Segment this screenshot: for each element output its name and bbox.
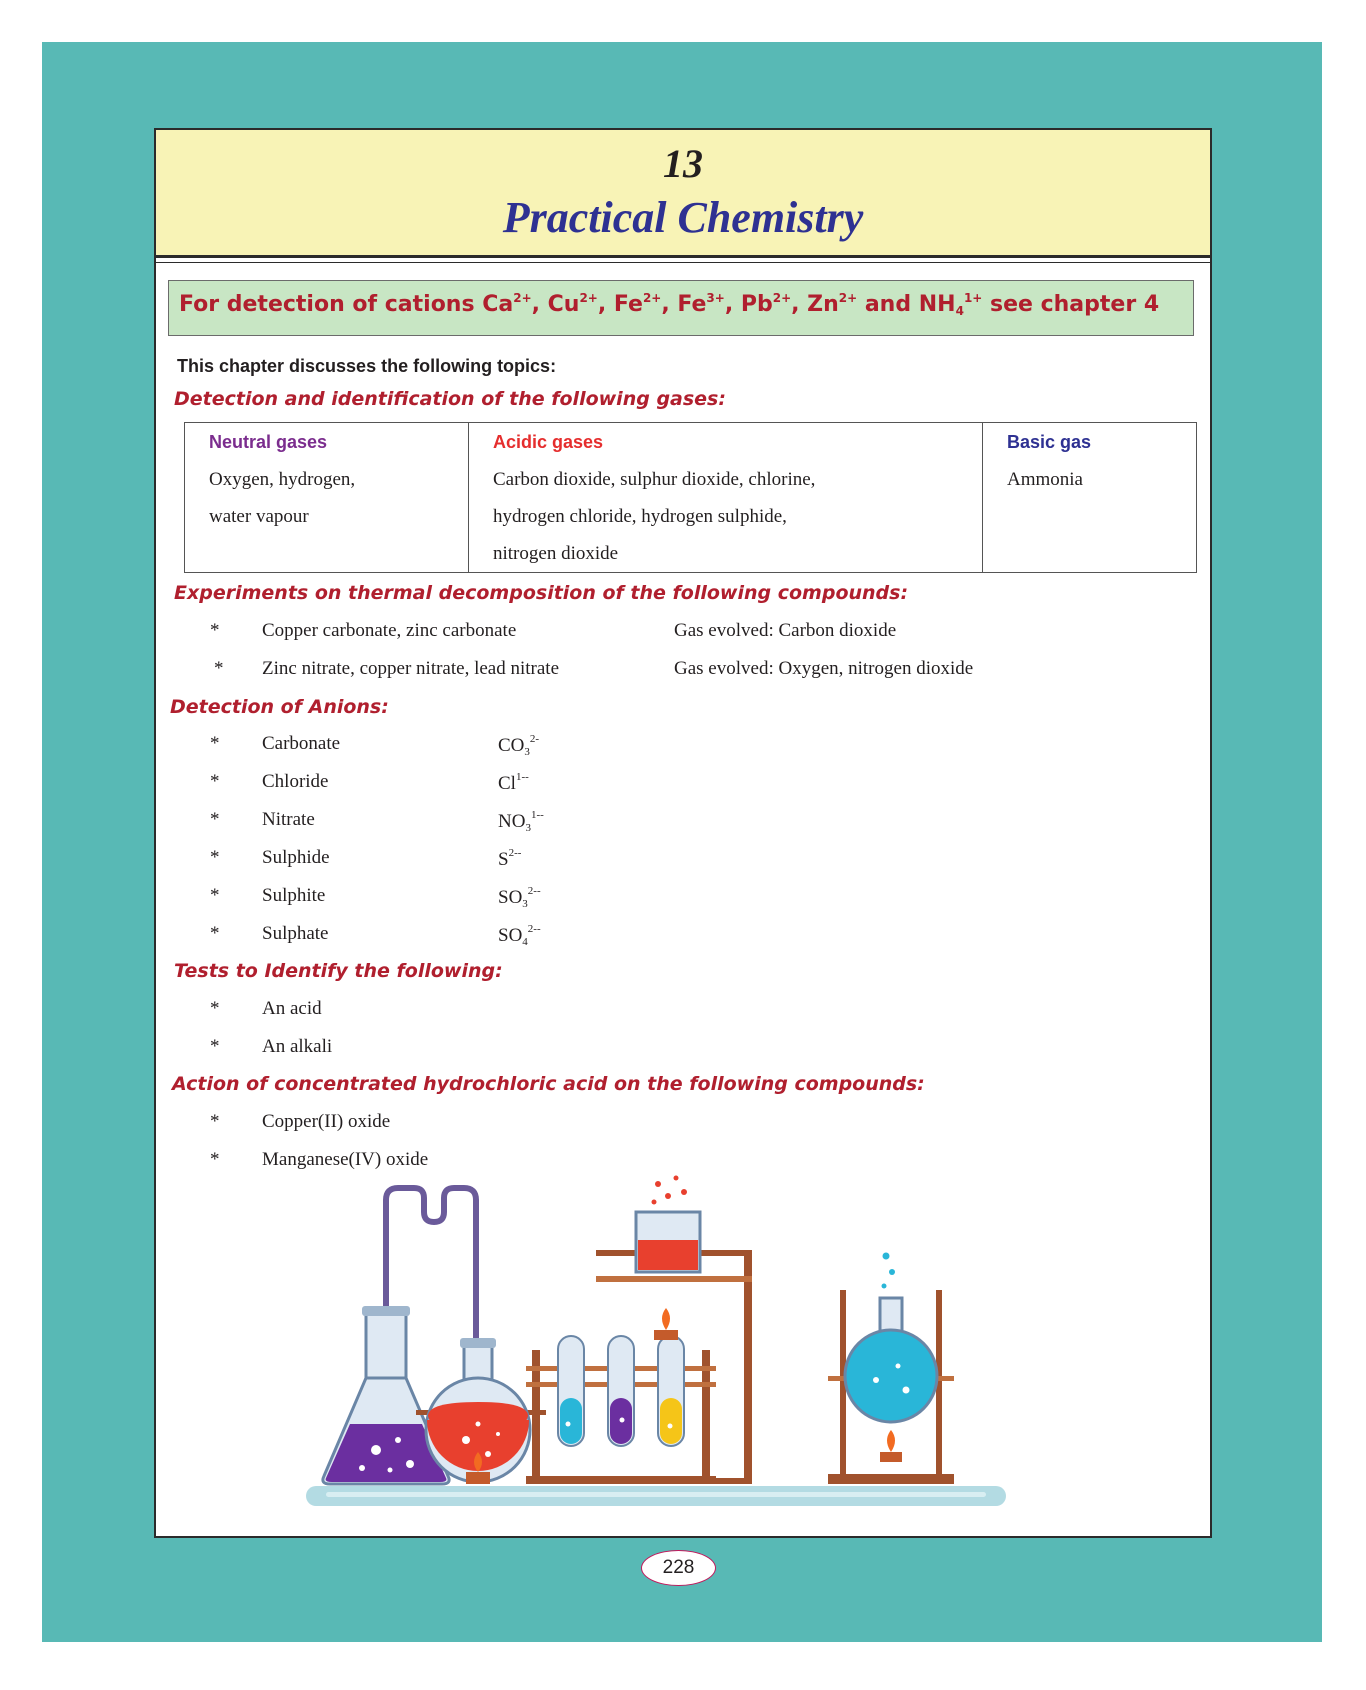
hcl-item: Manganese(IV) oxide — [262, 1149, 429, 1170]
thermal-compounds: Copper carbonate, zinc carbonate — [262, 620, 517, 641]
chapter-page — [154, 128, 1212, 1538]
anion-name: Sulphide — [262, 847, 330, 868]
blue-flask-icon — [828, 1253, 954, 1485]
formula-base: Cl — [498, 773, 516, 794]
formula-subscript: 4 — [522, 936, 528, 948]
formula-subscript: 3 — [522, 898, 528, 910]
note-text: see chapter 4 — [982, 292, 1160, 317]
bullet: * — [210, 885, 220, 906]
test-item: An acid — [262, 998, 322, 1019]
chapter-title: Practical Chemistry — [502, 193, 864, 242]
neutral-gases-label: Neutral gases — [209, 432, 328, 452]
note-text: , Pb — [724, 292, 773, 317]
gases-table — [184, 422, 1197, 573]
note-charge: 2+ — [838, 291, 858, 305]
cation-note-box — [168, 280, 1194, 336]
bullet: * — [210, 998, 220, 1019]
formula-subscript: 3 — [524, 746, 530, 758]
hcl-heading: Action of concentrated hydrochloric acid on the following compounds: — [172, 1073, 925, 1095]
bullet: * — [210, 733, 220, 754]
thermal-compounds: Zinc nitrate, copper nitrate, lead nitrate — [262, 658, 559, 679]
title-band — [156, 130, 1210, 258]
anion-formula — [498, 771, 529, 795]
note-text: , Cu — [531, 292, 580, 317]
tests-heading: Tests to Identify the following: — [174, 960, 503, 982]
acidic-gases-cell — [469, 423, 983, 573]
bullet: * — [210, 1149, 220, 1170]
anion-name: Sulphate — [262, 923, 329, 944]
bullet: * — [210, 620, 220, 641]
formula-charge: 2-- — [527, 885, 541, 897]
note-charge: 2+ — [513, 291, 532, 305]
acidic-gases-label: Acidic gases — [493, 432, 604, 452]
bench-highlight — [326, 1492, 986, 1497]
anion-name: Sulphite — [262, 885, 326, 906]
acidic-gas-line: nitrogen dioxide — [493, 543, 619, 564]
bullet: * — [214, 658, 224, 679]
bullet: * — [210, 923, 220, 944]
note-charge: 2+ — [642, 291, 662, 305]
formula-charge: 2-- — [508, 847, 522, 859]
note-text: , Fe — [661, 292, 707, 317]
title-divider — [156, 262, 1210, 263]
intro-text: This chapter discusses the following topics: — [177, 356, 557, 376]
gases-heading: Detection and identification of the following gases: — [174, 388, 726, 410]
test-tube-rack-icon — [526, 1336, 716, 1484]
formula-base: S — [498, 849, 509, 870]
formula-base: SO — [498, 887, 523, 908]
anion-name: Chloride — [262, 771, 329, 792]
acidic-gas-line: Carbon dioxide, sulphur dioxide, chlorine, — [493, 469, 816, 490]
neutral-gas-line: water vapour — [209, 506, 309, 527]
basic-gas-line: Ammonia — [1007, 469, 1083, 490]
note-charge: 2+ — [579, 291, 598, 305]
page-number: 228 — [641, 1550, 716, 1586]
thermal-gas: Gas evolved: Carbon dioxide — [674, 620, 897, 641]
anion-formula — [498, 847, 521, 871]
anion-name: Carbonate — [262, 733, 341, 754]
thermal-heading: Experiments on thermal decomposition of the following compounds: — [174, 582, 909, 604]
anion-name: Nitrate — [262, 809, 315, 830]
anion-formula — [498, 809, 544, 834]
bullet: * — [210, 847, 220, 868]
note-charge: 2+ — [772, 291, 792, 305]
formula-base: SO — [498, 925, 523, 946]
lab-equipment-illustration — [306, 1080, 1026, 1530]
formula-charge: 1-- — [515, 771, 529, 783]
neutral-gases-cell — [185, 423, 469, 573]
formula-subscript: 3 — [525, 822, 531, 834]
bullet: * — [210, 771, 220, 792]
bullet: * — [210, 1036, 220, 1057]
acidic-gas-line: hydrogen chloride, hydrogen sulphide, — [493, 506, 787, 527]
anions-heading: Detection of Anions: — [170, 696, 389, 718]
formula-charge: 2-- — [527, 923, 541, 935]
basic-gas-label: Basic gas — [1007, 432, 1092, 452]
note-text: , Zn — [791, 292, 839, 317]
hcl-item: Copper(II) oxide — [262, 1111, 391, 1132]
note-text: and NH — [857, 292, 956, 317]
note-charge: 3+ — [706, 291, 725, 305]
anion-formula — [498, 733, 539, 758]
bullet: * — [210, 1111, 220, 1132]
conical-flask-icon — [323, 1306, 449, 1484]
bullet: * — [210, 809, 220, 830]
note-charge: 1+ — [963, 291, 983, 305]
thermal-gas: Gas evolved: Oxygen, nitrogen dioxide — [674, 658, 974, 679]
test-item: An alkali — [262, 1036, 333, 1057]
formula-charge: 2- — [529, 733, 540, 745]
chapter-number: 13 — [663, 141, 703, 186]
formula-base: CO — [498, 735, 525, 756]
anion-formula — [498, 923, 541, 948]
anion-formula — [498, 885, 541, 910]
formula-base: NO — [498, 811, 526, 832]
note-text: For detection of cations Ca — [179, 292, 514, 317]
formula-charge: 1-- — [530, 809, 544, 821]
neutral-gas-line: Oxygen, hydrogen, — [209, 469, 356, 490]
note-subscript: 4 — [955, 304, 964, 318]
basic-gas-cell — [983, 423, 1197, 573]
note-text: , Fe — [597, 292, 643, 317]
